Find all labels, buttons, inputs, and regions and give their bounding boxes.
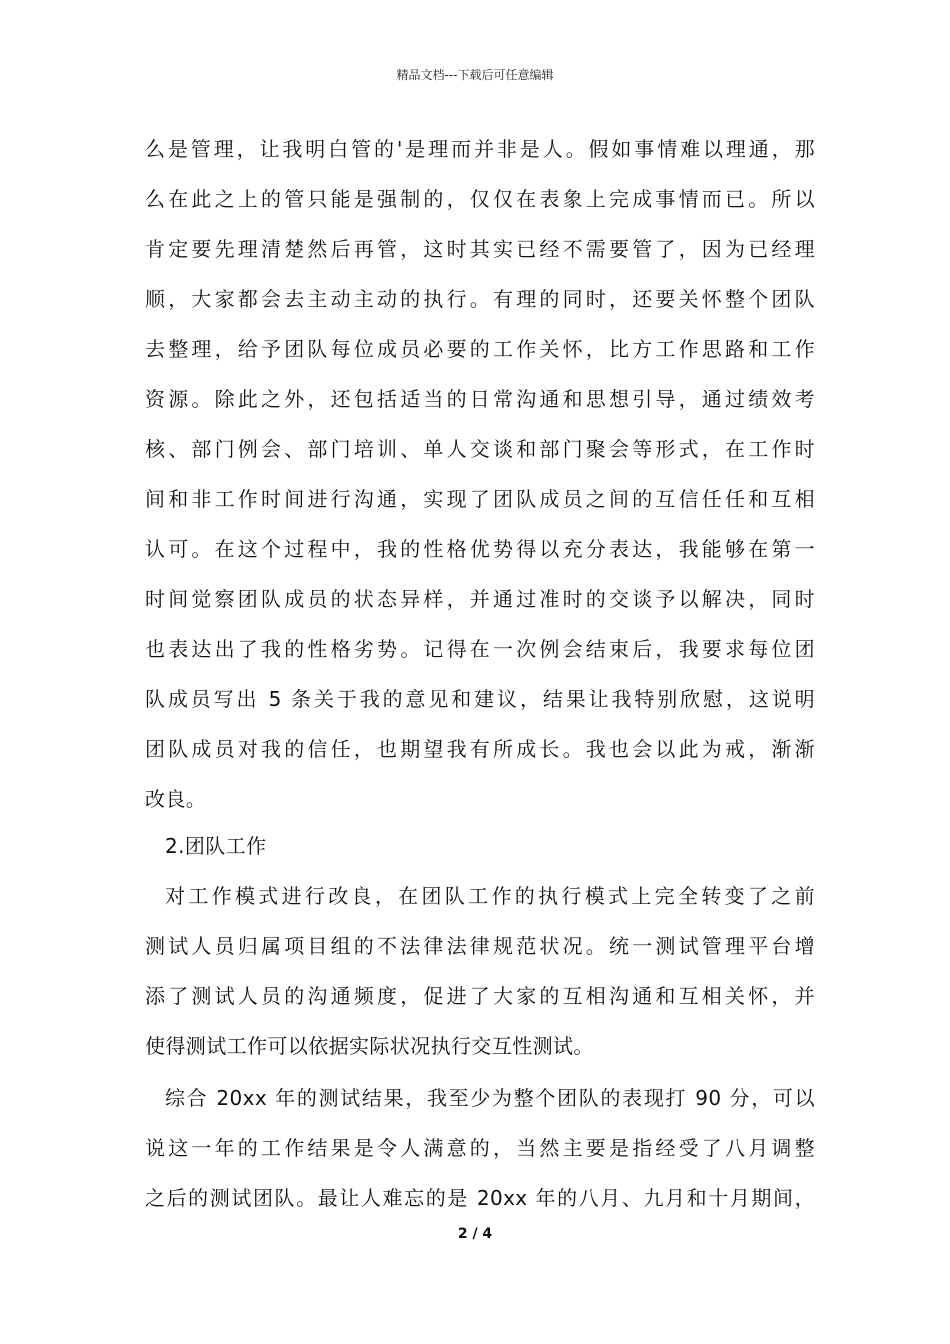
page-number: 2 / 4 <box>457 1226 493 1242</box>
section-heading: 2.团队工作 <box>165 834 267 858</box>
text-line: 时间觉察团队成员的状态异样，并通过准时的交谈予以解决，同时 <box>145 587 815 611</box>
text-line: 综合 20xx 年的测试结果，我至少为整个团队的表现打 90 分，可以 <box>165 1086 815 1110</box>
text-line: 对工作模式进行改良，在团队工作的执行模式上完全转变了之前 <box>165 884 815 908</box>
text-line: 肯定要先理清楚然后再管，这时其实已经不需要管了，因为已经理 <box>145 237 815 261</box>
document-body <box>145 124 815 1223</box>
text-line: 么在此之上的管只能是强制的，仅仅在表象上完成事情而已。所以 <box>145 187 815 211</box>
text-line: 核、部门例会、部门培训、单人交谈和部门聚会等形式，在工作时 <box>145 437 815 461</box>
text-line: 说这一年的工作结果是令人满意的，当然主要是指经受了八月调整 <box>145 1136 815 1160</box>
text-line: 之后的测试团队。最让人难忘的是 20xx 年的八月、九月和十月期间， <box>145 1186 815 1210</box>
text-line: 测试人员归属项目组的不法律法律规范状况。统一测试管理平台增 <box>145 934 815 958</box>
text-line: 改良。 <box>145 787 207 811</box>
text-line: 去整理，给予团队每位成员必要的工作关怀，比方工作思路和工作 <box>145 337 815 361</box>
page-header: 精品文档---下载后可任意编辑 <box>396 68 554 82</box>
text-line: 间和非工作时间进行沟通，实现了团队成员之间的互信任任和互相 <box>145 487 815 511</box>
text-line: 也表达出了我的性格劣势。记得在一次例会结束后，我要求每位团 <box>145 637 815 661</box>
text-line: 使得测试工作可以依据实际状况执行交互性测试。 <box>145 1034 594 1058</box>
text-line: 添了测试人员的沟通频度，促进了大家的互相沟通和互相关怀，并 <box>145 984 815 1008</box>
text-line: 队成员写出 5 条关于我的意见和建议，结果让我特别欣慰，这说明 <box>145 687 815 711</box>
paragraph-management <box>145 124 815 824</box>
text-line: 么是管理，让我明白管的'是理而并非是人。假如事情难以理通，那 <box>145 137 815 161</box>
paragraph-team-work <box>145 871 815 1071</box>
text-line: 资源。除此之外，还包括适当的日常沟通和思想引导，通过绩效考 <box>145 387 815 411</box>
paragraph-test-results <box>145 1073 815 1223</box>
text-line: 团队成员对我的信任，也期望我有所成长。我也会以此为戒，渐渐 <box>145 737 815 761</box>
text-line: 认可。在这个过程中，我的性格优势得以充分表达，我能够在第一 <box>145 537 815 561</box>
text-line: 顺，大家都会去主动主动的执行。有理的同时，还要关怀整个团队 <box>145 287 815 311</box>
